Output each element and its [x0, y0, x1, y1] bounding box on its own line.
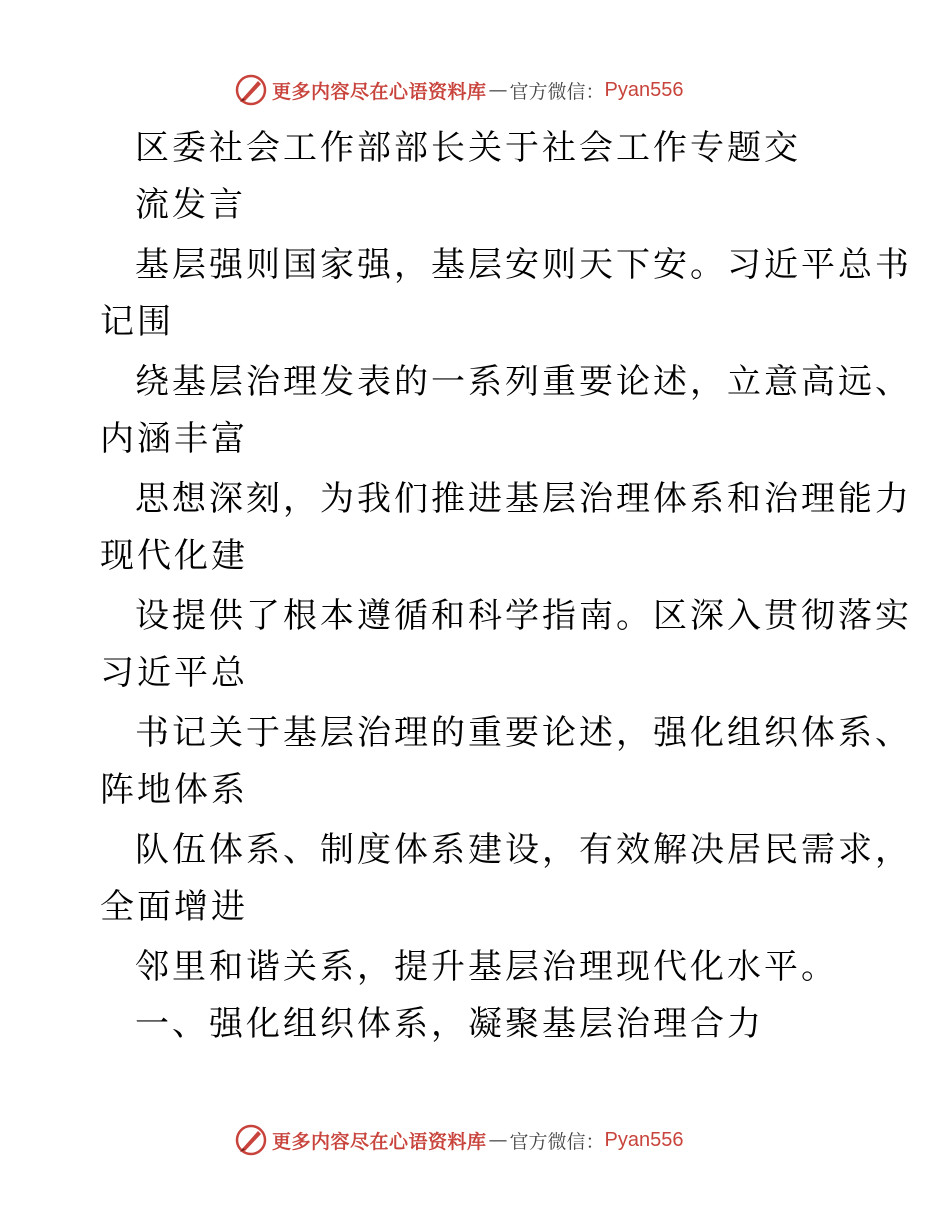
body-line: 设提供了根本遵循和科学指南。区深入贯彻落实 — [135, 596, 912, 636]
watermark-wechat-handle: Pyan556 — [604, 1128, 684, 1151]
document-title-line-1: 区委社会工作部部长关于社会工作专题交 — [135, 128, 801, 168]
quill-pen-logo-icon — [234, 73, 268, 107]
body-line: 内涵丰富 — [100, 419, 248, 459]
section-heading: 一、强化组织体系，凝聚基层治理合力 — [135, 1004, 764, 1044]
body-line: 全面增进 — [100, 887, 248, 927]
body-line: 书记关于基层治理的重要论述，强化组织体系、 — [135, 713, 912, 753]
body-line: 队伍体系、制度体系建设，有效解决居民需求， — [135, 830, 912, 870]
watermark-wechat-handle: Pyan556 — [604, 78, 684, 101]
body-line: 邻里和谐关系，提升基层治理现代化水平。 — [135, 947, 838, 987]
watermark-official-label: 官方微信： — [509, 80, 605, 103]
watermark-dash: — — [488, 1129, 508, 1151]
watermark-dash: — — [488, 79, 508, 101]
document-title-line-2: 流发言 — [135, 185, 246, 225]
quill-pen-logo-icon — [234, 1123, 268, 1157]
body-line: 绕基层治理发表的一系列重要论述，立意高远、 — [135, 362, 912, 402]
watermark-brand-text: 更多内容尽在心语资料库 — [272, 80, 487, 103]
watermark-brand-text: 更多内容尽在心语资料库 — [272, 1130, 487, 1153]
body-line: 基层强则国家强，基层安则天下安。习近平总书 — [135, 245, 912, 285]
body-line: 思想深刻，为我们推进基层治理体系和治理能力 — [135, 479, 912, 519]
body-line: 阵地体系 — [100, 770, 248, 810]
body-line: 习近平总 — [100, 653, 248, 693]
body-line: 记围 — [100, 302, 174, 342]
footer-watermark — [234, 1122, 684, 1158]
body-line: 现代化建 — [100, 536, 248, 576]
watermark-official-label: 官方微信： — [509, 1130, 605, 1153]
header-watermark — [234, 72, 684, 108]
